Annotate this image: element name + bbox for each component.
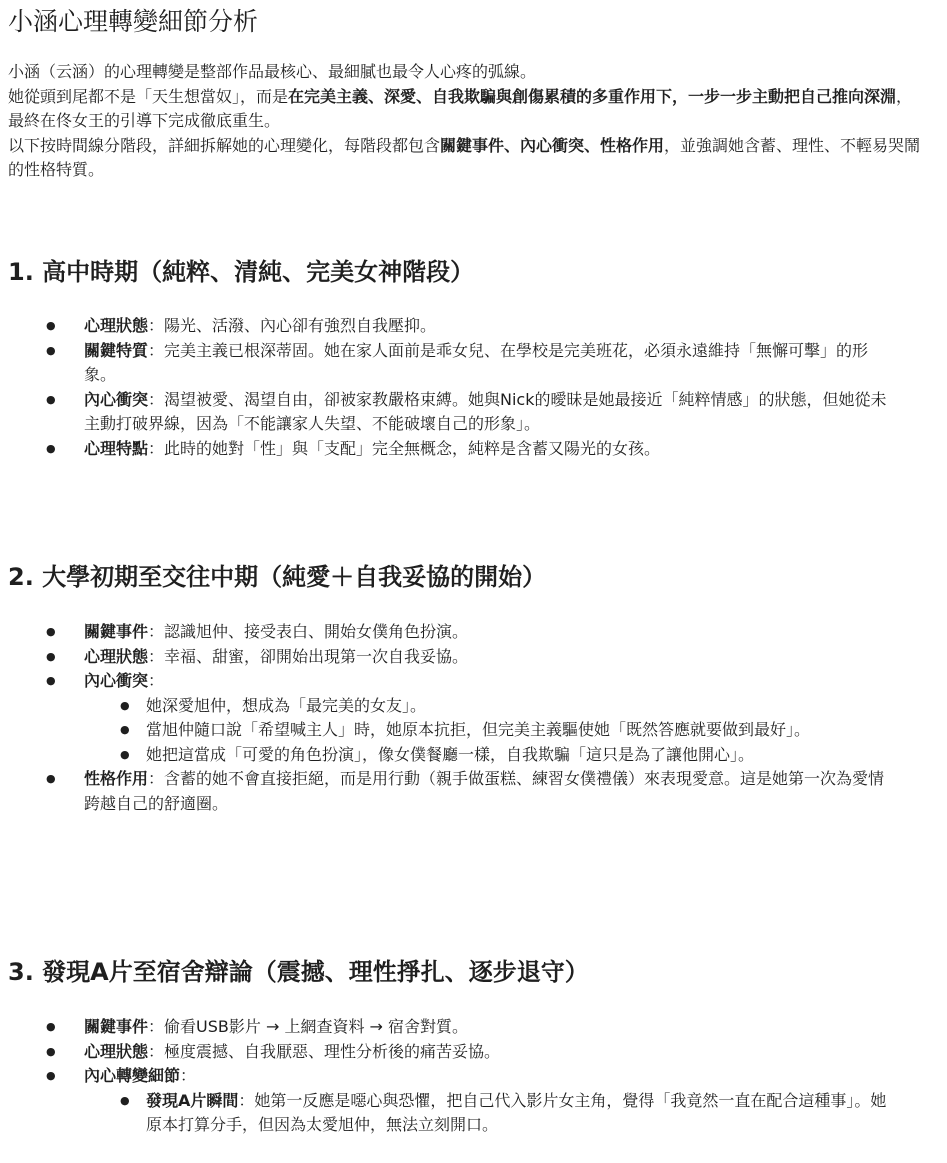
item-label: 心理狀態 — [84, 316, 149, 335]
item-text: ：偷看USB影片 → 上網查資料 → 宿舍對質。 — [148, 1017, 469, 1036]
list-item — [0, 1015, 900, 1040]
list-item — [0, 767, 900, 816]
intro-paragraph-2 — [8, 85, 928, 134]
intro-emphasis: 在完美主義、深愛、自我欺騙與創傷累積的多重作用下，一步一步主動把自己推向深淵 — [288, 86, 897, 106]
sub-list-item: ● 當旭仲隨口說「希望喊主人」時，她原本抗拒，但完美主義驅使她「既然答應就要做到最好」。 — [84, 718, 900, 743]
sub-list — [84, 694, 900, 768]
item-label: 關鍵事件 — [84, 1017, 149, 1036]
item-label: 內心轉變細節 — [84, 1066, 181, 1085]
list-item — [0, 388, 900, 437]
section-2-list — [0, 620, 900, 816]
section-heading-3: 3. 發現A片至宿舍辯論（震撼、理性掙扎、逐步退守） — [8, 958, 589, 986]
item-text: ：陽光、活潑、內心卻有強烈自我壓抑。 — [148, 316, 437, 335]
page-title: 小涵心理轉變細節分析 — [8, 7, 259, 36]
intro-text: 以下按時間線分階段，詳細拆解她的心理變化，每階段都包含 — [8, 135, 441, 155]
section-3-list — [0, 1015, 900, 1138]
intro — [8, 60, 928, 183]
intro-text: 小涵（云涵）的心理轉變是整部作品最核心、最細膩也最令人心疼的弧線。 — [8, 62, 537, 81]
section-heading-1: 1. 高中時期（純粹、清純、完美女神階段） — [8, 258, 475, 286]
item-label: 心理狀態 — [84, 1041, 149, 1061]
list-item — [0, 437, 900, 462]
item-text: ：認識旭仲、接受表白、開始女僕角色扮演。 — [148, 622, 469, 641]
intro-text: 她從頭到尾都不是「天生想當奴」，而是 — [8, 86, 289, 106]
intro-text: ，最終在佟女王的引導下完成徹底重生。 — [8, 86, 913, 130]
sub-list-item: ● 她把這當成「可愛的角色扮演」，像女僕餐廳一樣，自我欺騙「這只是為了讓他開心」。 — [84, 743, 900, 768]
item-label: 心理特點 — [84, 438, 149, 458]
item-label: 關鍵事件 — [84, 622, 149, 641]
sub-item-label: 發現A片瞬間 — [146, 1090, 239, 1110]
item-label: 心理狀態 — [84, 646, 149, 666]
item-text: ： — [180, 1066, 197, 1085]
list-item — [0, 339, 900, 388]
item-label: 性格作用 — [84, 769, 149, 788]
list-item — [0, 669, 900, 767]
list-item — [0, 314, 900, 339]
list-item — [0, 645, 900, 670]
list-item — [0, 1040, 900, 1065]
section-heading-2: 2. 大學初期至交往中期（純愛＋自我妥協的開始） — [8, 563, 547, 591]
list-item — [0, 1064, 900, 1138]
intro-emphasis: 關鍵事件、內心衝突、性格作用 — [440, 135, 665, 155]
sub-item-text: ：她第一反應是噁心與恐懼，把自己代入影片女主角，覺得「我竟然一直在配合這種事」。她原本打算分手，但因為太愛旭仲，無法立刻開口。 — [146, 1090, 887, 1134]
item-label: 關鍵特質 — [84, 340, 149, 360]
item-text: ：渴望被愛、渴望自由，卻被家教嚴格束縛。她與Nick的曖昧是她最接近「純粹情感」的狀態，但她從未主動打破界線，因為「不能讓家人失望、不能破壞自己的形象」。 — [84, 389, 887, 433]
intro-paragraph-1 — [8, 60, 928, 85]
sub-list-item: ● 她深愛旭仲，想成為「最完美的女友」。 — [84, 694, 900, 719]
item-text: ：幸福、甜蜜，卻開始出現第一次自我妥協。 — [148, 646, 469, 666]
item-label: 內心衝突 — [84, 671, 149, 690]
section-1-list — [0, 314, 900, 461]
sub-list — [84, 1089, 900, 1138]
item-text: ：含蓄的她不會直接拒絕，而是用行動（親手做蛋糕、練習女僕禮儀）來表現愛意。這是她第一次為愛情跨越自己的舒適圈。 — [84, 769, 885, 813]
item-text: ：此時的她對「性」與「支配」完全無概念，純粹是含蓄又陽光的女孩。 — [148, 438, 661, 458]
item-text: ：極度震撼、自我厭惡、理性分析後的痛苦妥協。 — [148, 1041, 501, 1061]
intro-paragraph-3 — [8, 134, 928, 183]
sub-list-item — [84, 1089, 900, 1138]
item-label: 內心衝突 — [84, 389, 149, 409]
list-item — [0, 620, 900, 645]
intro-text: ，並強調她含蓄、理性、不輕易哭鬧的性格特質。 — [8, 135, 921, 179]
item-text: ：完美主義已根深蒂固。她在家人面前是乖女兒、在學校是完美班花，必須永遠維持「無懈可擊」的形象。 — [84, 340, 869, 384]
item-text: ： — [148, 671, 165, 690]
